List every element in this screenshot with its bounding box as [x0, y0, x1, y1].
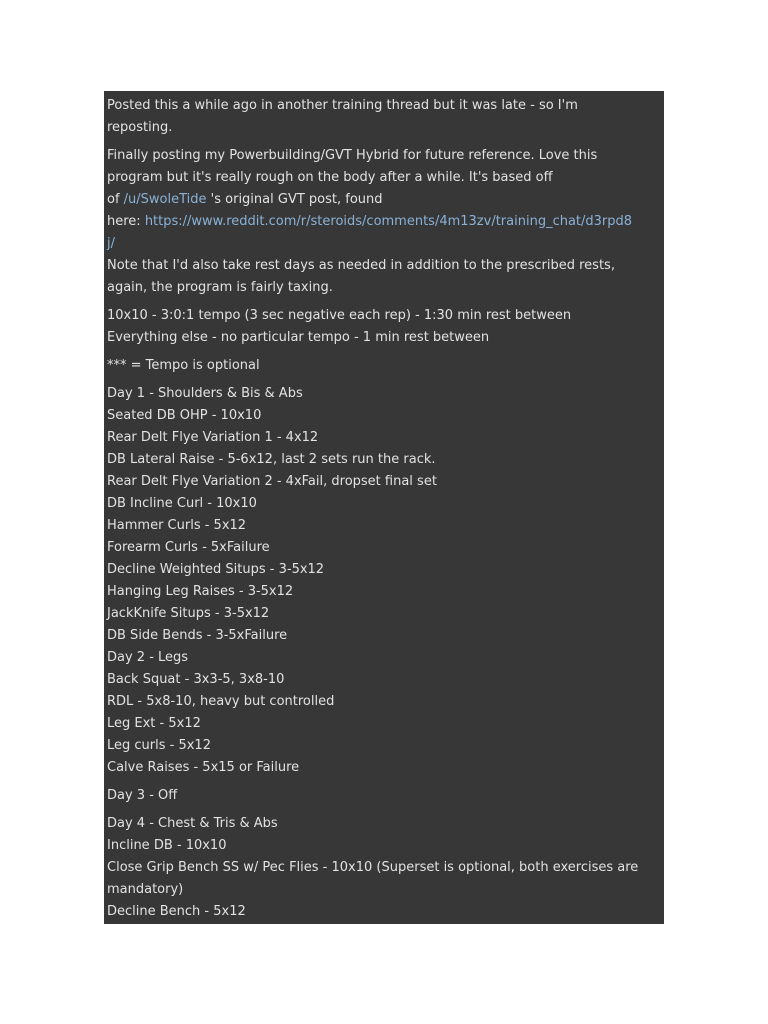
exercise-line: Calve Raises - 5x15 or Failure — [107, 760, 300, 775]
paragraph-line — [107, 233, 660, 255]
exercise-line: Leg curls - 5x12 — [107, 738, 211, 753]
exercise-line: Day 4 - Chest & Tris & Abs — [107, 816, 278, 831]
exercise-line: DB Side Bends - 3-5xFailure — [107, 628, 288, 643]
exercise-line: Day 2 - Legs — [107, 650, 189, 665]
exercise-line: Close Grip Bench SS w/ Pec Flies - 10x10 (Superset is optional, both exercises are — [107, 860, 639, 875]
thread-url-link[interactable]: https://www.reddit.com/r/steroids/comments/4m13zv/training_chat/d3rpd8 — [144, 214, 633, 229]
optional-note: *** = Tempo is optional — [107, 358, 260, 373]
exercise-line: DB Lateral Raise - 5-6x12, last 2 sets run the rack. — [107, 452, 436, 467]
thread-url-link-continued[interactable]: j/ — [107, 236, 115, 251]
user-link[interactable]: /u/SwoleTide — [123, 192, 207, 207]
text-fragment: here: — [107, 214, 145, 229]
exercise-line: DB Incline Curl - 10x10 — [107, 496, 257, 511]
exercise-line: Hanging Leg Raises - 3-5x12 — [107, 584, 294, 599]
day1-day2-list — [107, 383, 660, 779]
exercise-line: Decline Weighted Situps - 3-5x12 — [107, 562, 325, 577]
exercise-line: Leg Ext - 5x12 — [107, 716, 201, 731]
exercise-line: Day 1 - Shoulders & Bis & Abs — [107, 386, 303, 401]
note-line: again, the program is fairly taxing. — [107, 280, 333, 295]
tempo-line: 10x10 - 3:0:1 tempo (3 sec negative each rep) - 1:30 min rest between — [107, 308, 572, 323]
day4-list — [107, 813, 660, 923]
post-body — [104, 91, 664, 924]
note-line: Note that I'd also take rest days as needed in addition to the prescribed rests, — [107, 258, 615, 273]
paragraph-line — [107, 211, 660, 233]
text-fragment: of — [107, 192, 124, 207]
exercise-line: Incline DB - 10x10 — [107, 838, 227, 853]
exercise-line: Decline Bench - 5x12 — [107, 904, 246, 919]
paragraph-line: program but it's really rough on the body after a while. It's based off — [107, 170, 553, 185]
exercise-line: RDL - 5x8-10, heavy but controlled — [107, 694, 335, 709]
tempo-line: Everything else - no particular tempo - 1 min rest between — [107, 330, 490, 345]
intro-line: Posted this a while ago in another training thread but it was late - so I'm — [107, 98, 578, 113]
exercise-line: mandatory) — [107, 882, 184, 897]
exercise-line: Hammer Curls - 5x12 — [107, 518, 247, 533]
exercise-line: Rear Delt Flye Variation 1 - 4x12 — [107, 430, 319, 445]
exercise-line: Forearm Curls - 5xFailure — [107, 540, 270, 555]
exercise-line: Back Squat - 3x3-5, 3x8-10 — [107, 672, 285, 687]
day3-line: Day 3 - Off — [107, 788, 178, 803]
text-fragment: 's original GVT post, found — [206, 192, 383, 207]
paragraph-line — [107, 189, 660, 211]
exercise-line: Seated DB OHP - 10x10 — [107, 408, 262, 423]
intro-line: reposting. — [107, 120, 173, 135]
paragraph-line: Finally posting my Powerbuilding/GVT Hybrid for future reference. Love this — [107, 148, 598, 163]
exercise-line: JackKnife Situps - 3-5x12 — [107, 606, 270, 621]
exercise-line: Rear Delt Flye Variation 2 - 4xFail, dropset final set — [107, 474, 437, 489]
